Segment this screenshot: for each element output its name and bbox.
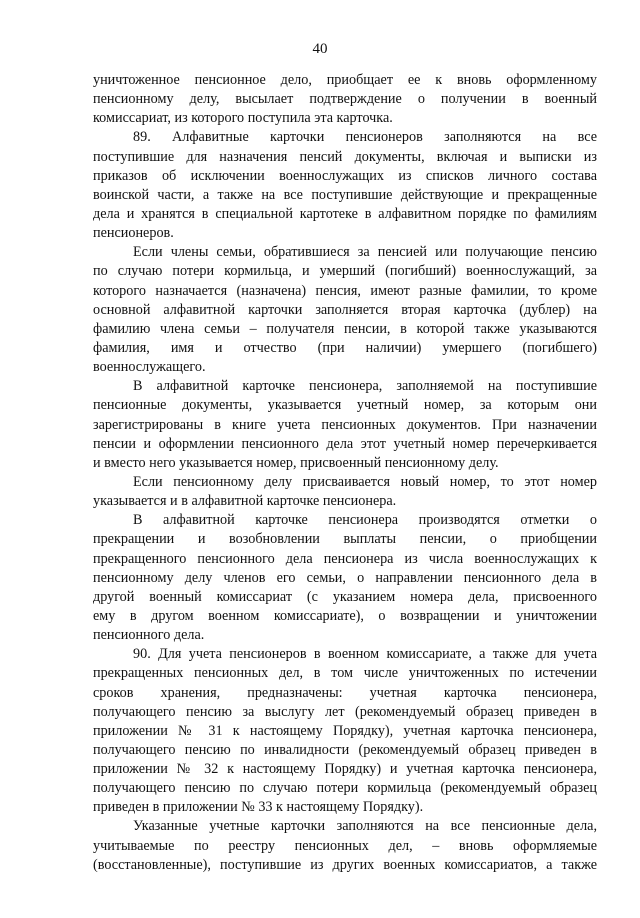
text-line: пенсионеров. (93, 225, 174, 242)
text-line: фамилия, имя и отчество (при наличии) умершего (погибшего) (93, 339, 597, 356)
text-line: 89. Алфавитные карточки пенсионеров заполняются на все (133, 129, 597, 146)
text-line: В алфавитной карточке пенсионера производятся отметки о (133, 512, 597, 529)
text-line: уничтоженное пенсионное дело, приобщает ее к вновь оформленному (93, 72, 597, 88)
text-line: комиссариат, из которого поступила эта карточка. (93, 110, 393, 127)
text-line: 90. Для учета пенсионеров в военном комиссариате, а также для учета (133, 646, 597, 663)
text-line: пенсионного дела. (93, 627, 205, 644)
text-line: учитываемые по реестру пенсионных дел, – вновь оформляемые (93, 837, 597, 854)
text-line: получающего пенсию за выслугу лет (рекомендуемый образец приведен в (93, 703, 597, 720)
text-line: Указанные учетные карточки заполняются на все пенсионные дела, (133, 818, 597, 835)
text-line: другой военный комиссариат (с указанием номера дела, присвоенного (93, 588, 597, 605)
text-line: прекращении и возобновлении выплаты пенсии, о приобщении (93, 531, 597, 548)
text-line: приведен в приложении № 33 к настоящему Порядку). (93, 799, 424, 816)
text-line: пенсионному делу, высылает подтверждение о получении в военный (93, 91, 597, 108)
text-line: фамилию члена семьи – получателя пенсии, в которой также указываются (93, 320, 597, 337)
text-line: зарегистрированы в книге учета пенсионных документов. При назначении (93, 416, 597, 433)
document-body (93, 71, 597, 875)
text-line: (восстановленные), поступившие из других военных комиссариатов, а также (93, 856, 597, 873)
text-line: приказов об исключении военнослужащих из списков личного состава (93, 167, 597, 184)
text-line: которого назначается (назначена) пенсия, имеют разные фамилии, то кроме (93, 282, 597, 299)
text-line: пенсионные документы, указывается учетный номер, за которым они (93, 397, 597, 414)
text-line: воинской части, а также на все поступившие действующие и прекращенные (93, 186, 597, 203)
text-line: ему в другом военном комиссариате), о возвращении и уничтожении (93, 607, 597, 624)
text-line: по случаю потери кормильца, и умерший (погибший) военнослужащий, за (93, 263, 597, 280)
text-line: и вместо него указывается номер, присвоенный пенсионному делу. (93, 454, 499, 471)
text-line: дела и хранятся в специальной картотеке в алфавитном порядке по фамилиям (93, 205, 597, 222)
text-line: сроков хранения, предназначены: учетная карточка пенсионера, (93, 684, 597, 701)
text-line: Если пенсионному делу присваивается новый номер, то этот номер (133, 473, 597, 490)
text-line: получающего пенсию по случаю потери кормильца (рекомендуемый образец (93, 780, 597, 797)
text-line: прекращенных пенсионных дел, в том числе уничтоженных по истечении (93, 665, 597, 682)
text-line: В алфавитной карточке пенсионера, заполняемой на поступившие (133, 378, 597, 395)
text-line: поступившие для назначения пенсий документы, включая и выписки из (93, 148, 597, 165)
text-line: военнослужащего. (93, 359, 206, 376)
text-line: Если члены семьи, обратившиеся за пенсией или получающие пенсию (133, 244, 597, 261)
text-line: прекращенного пенсионного дела пенсионера из числа военнослужащих к (93, 550, 597, 567)
text-line: приложении № 31 к настоящему Порядку), учетная карточка пенсионера, (93, 722, 597, 739)
text-line: основной алфавитной карточки заполняется вторая карточка (дублер) на (93, 301, 597, 318)
text-line: приложении № 32 к настоящему Порядку) и учетная карточка пенсионера, (93, 761, 597, 778)
text-line: пенсии и оформлении пенсионного дела этот учетный номер перечеркивается (93, 435, 597, 452)
text-line: получающего пенсию по инвалидности (рекомендуемый образец приведен в (93, 741, 597, 758)
text-line: пенсионному делу членов его семьи, о направлении пенсионного дела в (93, 569, 597, 586)
page-number: 40 (312, 41, 328, 57)
text-line: указывается и в алфавитной карточке пенсионера. (93, 493, 397, 510)
